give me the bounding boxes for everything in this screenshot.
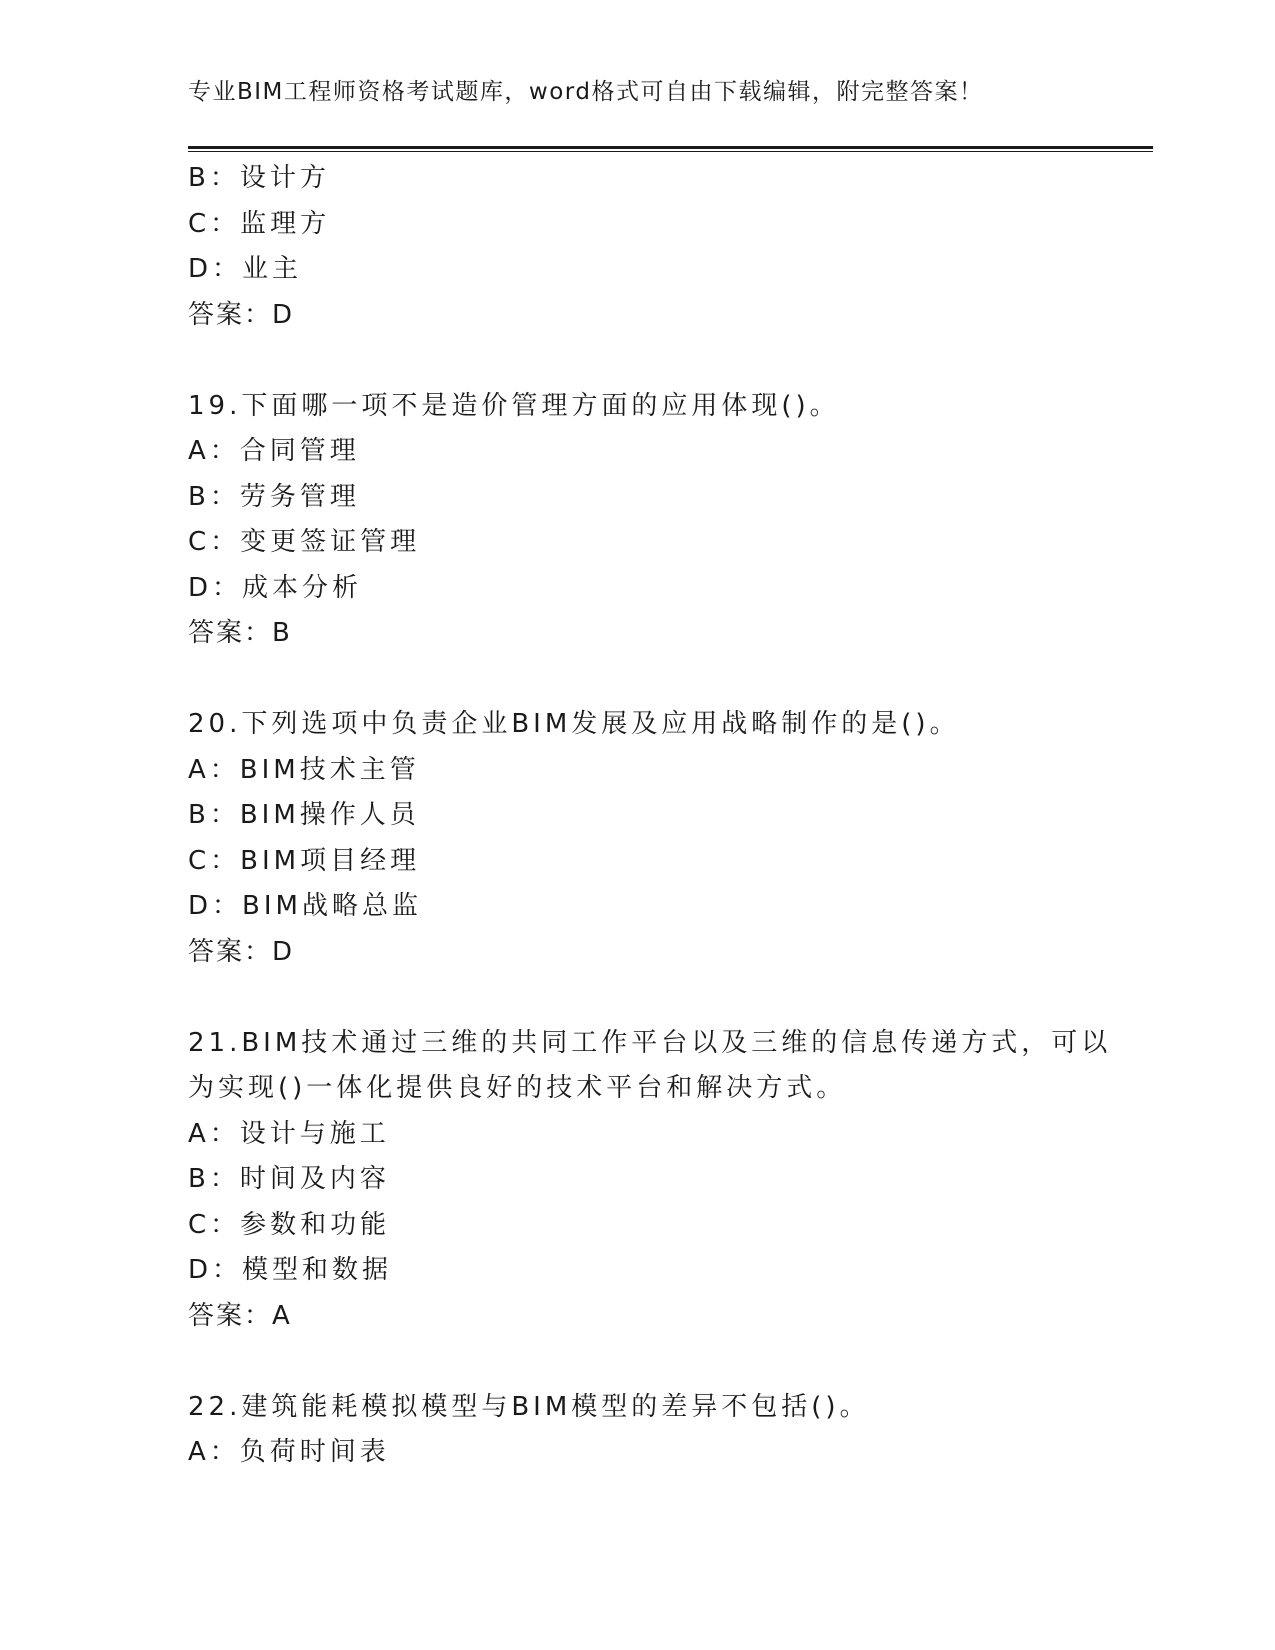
option-c: C：监理方 — [188, 208, 331, 239]
question-stem: 19.下面哪一项不是造价管理方面的应用体现()。 — [188, 390, 840, 421]
option-b: B：设计方 — [188, 163, 330, 193]
question-18-tail — [188, 156, 1088, 338]
spacer — [188, 657, 1088, 703]
option-d: D：业主 — [188, 254, 303, 284]
option-a: A：BIM技术主管 — [188, 754, 420, 785]
option-b: B：时间及内容 — [188, 1164, 390, 1194]
option-c: C：参数和功能 — [188, 1209, 391, 1240]
option-a: A：设计与施工 — [188, 1118, 390, 1149]
option-c: C：变更签证管理 — [188, 527, 421, 557]
answer: 答案：D — [188, 299, 295, 330]
option-a: A：负荷时间表 — [188, 1437, 390, 1467]
spacer — [188, 975, 1088, 1021]
option-d: D：BIM战略总监 — [188, 891, 422, 921]
option-b: B：BIM操作人员 — [188, 800, 420, 830]
answer: 答案：A — [188, 1300, 292, 1331]
option-d: D：成本分析 — [188, 572, 363, 603]
spacer — [188, 338, 1088, 384]
question-20 — [188, 702, 1088, 975]
option-d: D：模型和数据 — [188, 1255, 393, 1285]
question-content — [188, 156, 1112, 1476]
question-stem: 22.建筑能耗模拟模型与BIM模型的差异不包括()。 — [188, 1391, 870, 1422]
header-divider — [188, 146, 1153, 152]
option-c: C：BIM项目经理 — [188, 845, 421, 876]
spacer — [188, 1339, 1088, 1385]
question-22 — [188, 1385, 1088, 1476]
question-21 — [188, 1021, 1112, 1340]
question-stem-line-1: 21.BIM技术通过三维的共同工作平台以及三维的信息传递方式，可以 — [188, 1027, 1112, 1058]
answer: 答案：D — [188, 936, 295, 967]
page-header: 专业BIM工程师资格考试题库，word格式可自由下载编辑，附完整答案！ — [188, 79, 984, 105]
question-19 — [188, 384, 1088, 657]
option-a: A：合同管理 — [188, 436, 360, 466]
option-b: B：劳务管理 — [188, 481, 360, 512]
answer: 答案：B — [188, 618, 292, 648]
question-stem: 20.下列选项中负责企业BIM发展及应用战略制作的是()。 — [188, 709, 960, 739]
question-stem-line-2: 为实现()一体化提供良好的技术平台和解决方式。 — [188, 1073, 847, 1103]
